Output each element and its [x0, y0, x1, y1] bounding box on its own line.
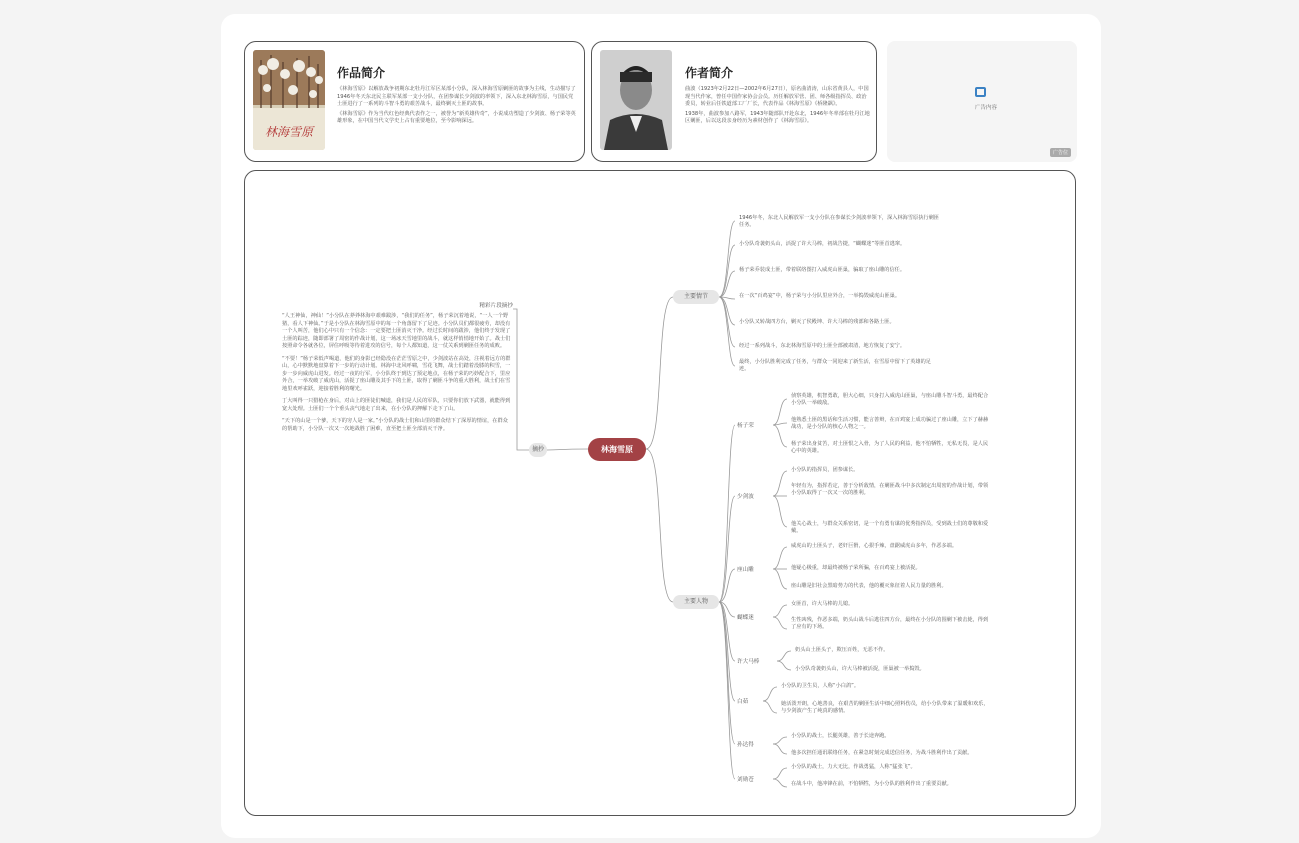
character-leaf: 小分队奇袭奶头山，许大马棒被活捉，匪巢被一举捣毁。 — [795, 666, 925, 672]
character-leaf: 奶头山土匪头子，欺压百姓，无恶不作。 — [795, 647, 889, 653]
excerpt-para: “不要！”杨子荣低声喝道，他们的身影已经隐没在茫茫雪原之中，少剑波站在高处，注视着远方的群山，心中默默地盘算着下一步的行动计划。林海中北风呼啸，雪花飞舞，战士们踏着没膝的积雪，一步一步向威虎山进发。经过一夜的行军，小分队终于到达了预定地点，在杨子荣的巧妙配合下，里应外合，一举攻破了威虎山，活捉了座山雕及其手下的土匪，取得了剿匪斗争的重大胜利，战士们在雪地里欢呼雀跃，迎接着胜利的曙光。 — [282, 355, 511, 392]
character-leaf: 威虎山的土匪头子，老奸巨猾，心狠手辣，盘踞威虎山多年，作恶多端。 — [791, 543, 958, 549]
branch-main-characters[interactable]: 主要人物 — [673, 595, 719, 609]
character-sun-dade[interactable]: 孙达得 — [737, 742, 754, 748]
ad-placeholder[interactable] — [887, 41, 1077, 162]
character-leaf: 在战斗中，他冲锋在前，不怕牺牲，为小分队的胜利作出了重要贡献。 — [791, 781, 952, 787]
character-leaf: 她活泼开朗，心地善良，在艰苦的剿匪生活中细心照料伤员，给小分队带来了温暖和欢乐，与少剑波产生了纯真的感情。 — [781, 701, 989, 715]
character-leaf: 生性凶残，作恶多端，奶头山战斗后逃往四方台，最终在小分队的围剿下被击毙，得到了应有的下场。 — [791, 617, 989, 631]
character-yang-zirong[interactable]: 杨子荣 — [737, 423, 754, 429]
character-leaf: 他多次担任通讯联络任务，在紧急时刻完成送信任务，为战斗胜利作出了贡献。 — [791, 750, 973, 756]
character-leaf: 座山雕是旧社会黑暗势力的代表，他的覆灭象征着人民力量的胜利。 — [791, 583, 947, 589]
excerpt-para: 丁大叫得一只猎枪在身后，对山上的匪徒们喊道，我们是人民的军队，只要你们放下武器，就能得到宽大处理。土匪们一个个垂头丧气地走了出来，在小分队的押解下走下了山。 — [282, 398, 511, 412]
author-intro-para: 曲波（1923年2月22日—2002年6月27日），原名曲清涛，山东省黄县人，中国现当代作家，曾任中国作家协会会员。历任解放军营、团、师各级指挥员、政治委员，转业后任铁道部工厂厂长，代表作品《林海雪原》《桥隆飙》。 — [685, 86, 869, 108]
author-intro-para: 1938年，曲波参加八路军，1943年随部队开赴东北，1946年冬率部在牡丹江地区剿匪，后以这段亲身经历为素材创作了《林海雪原》。 — [685, 110, 870, 125]
mind-map-root[interactable]: 林海雪原 — [588, 438, 646, 461]
book-cover-image — [253, 50, 325, 150]
excerpt-text-block — [282, 313, 512, 433]
plot-leaf: 小分队又转战四方台，剿灭了侯殿坤、许大马棒的残部和各路土匪。 — [739, 319, 895, 325]
plot-leaf: 最终，小分队胜利完成了任务，与群众一同迎来了新生活，在雪原中留下了英雄的足迹。 — [739, 359, 931, 373]
mind-map-card — [244, 170, 1076, 816]
plot-leaf: 小分队奇袭奶头山，活捉了许大马棒，初战告捷，“蝴蝶迷”等匪首逃窜。 — [739, 241, 906, 247]
excerpt-para: “人王神仙，神仙！”小分队在莽莽林海中艰难跋涉，“我们的任务”，杨子荣沉着地说，“一人一个野猪，看人下神仙。”于是小分队在林海雪原中的每一个角落留下了足迹。小分队员们都很疲劳，却没有一个人叫苦，他们心中只有一个信念：一定要把土匪消灭干净。经过长时间的跋涉，他们终于发现了土匪的踪迹，随即部署了周密的作战计划，这一场冰天雪地里的战斗，就这样悄悄地开始了。战士们按照命令各就各位，屏住呼吸等待着进攻的信号，每个人都知道，这一仗关系到剿匪任务的成败。 — [282, 313, 511, 349]
work-intro-body — [337, 86, 577, 128]
plot-leaf: 杨子荣乔装成土匪，带着联络图打入威虎山匪巢，骗取了座山雕的信任。 — [739, 267, 906, 273]
author-intro-body — [685, 86, 870, 128]
ad-icon — [975, 87, 986, 97]
ad-text: 广告内容 — [974, 105, 997, 111]
character-hudiemi[interactable]: 蝴蝶迷 — [737, 615, 754, 621]
character-liu-xuncang[interactable]: 刘勋苍 — [737, 777, 754, 783]
excerpt-para: “天下的山是一个爹，天下的穷人是一家。”小分队的战士们和山里的群众结下了深厚的情谊，在群众的帮助下，小分队一次又一次地战胜了困难，直至把土匪全部消灭干净。 — [282, 418, 508, 432]
character-leaf: 侦察英雄，机智勇敢，胆大心细，只身打入威虎山匪巢，与座山雕斗智斗勇，最终配合小分队一举破敌。 — [791, 393, 989, 407]
author-photo — [600, 50, 672, 150]
character-zuoshandiao[interactable]: 座山雕 — [737, 567, 754, 573]
character-leaf: 小分队的卫生员，人称“小白鸽”。 — [781, 683, 860, 689]
character-leaf: 小分队的指挥员，团参谋长。 — [791, 467, 859, 473]
author-intro-title: 作者简介 — [685, 66, 734, 80]
branch-main-plot[interactable]: 主要情节 — [673, 290, 719, 304]
character-leaf: 女匪首，许大马棒的儿媳。 — [791, 601, 854, 607]
plot-leaf: 经过一系列战斗，东北林海雪原中的土匪全部被肃清，地方恢复了安宁。 — [739, 343, 906, 349]
ad-badge: 广告位 — [1050, 148, 1071, 157]
author-intro-card — [591, 41, 877, 162]
character-xu-dabang[interactable]: 许大马棒 — [737, 659, 760, 665]
character-leaf: 他熟悉土匪的黑话和生活习惯，能言善辩，在百鸡宴上成功骗过了座山雕，立下了赫赫战功，是小分队的核心人物之一。 — [791, 417, 989, 431]
work-intro-title: 作品简介 — [337, 66, 386, 80]
character-leaf: 年轻有为，指挥若定，善于分析敌情，在剿匪战斗中多次制定出周密的作战计划，带领小分队取得了一次又一次的胜利。 — [791, 483, 989, 497]
character-bai-ru[interactable]: 白茹 — [737, 699, 749, 705]
cover-title: 林海雪原 — [265, 125, 314, 139]
character-leaf: 杨子荣出身贫苦，对土匪恨之入骨，为了人民的利益，他不怕牺牲，无私无畏，是人民心中的英雄。 — [791, 441, 989, 455]
character-leaf: 小分队的战士，长腿英雄，善于长途奔跑。 — [791, 733, 890, 739]
plot-leaf: 在一次“百鸡宴”中，杨子荣与小分队里应外合，一举捣毁威虎山匪巢。 — [739, 293, 901, 299]
work-intro-para: 《林海雪原》以解放战争初期东北牡丹江军区某部小分队，深入林海雪原剿匪的故事为主线，生动描写了1946年冬天东北民主联军某部一支小分队，在团参谋长少剑波的率领下，深入东北林海雪原，与国民党土匪进行了一系列的斗智斗勇的艰苦战斗，最终剿灭土匪的故事。 — [337, 86, 576, 108]
character-leaf: 他关心战士，与群众关系密切，是一个有勇有谋的优秀指挥员，受到战士们的尊敬和爱戴。 — [791, 521, 989, 535]
excerpt-heading: 精彩片段摘抄 — [479, 303, 513, 309]
work-intro-card — [244, 41, 585, 162]
character-leaf: 他疑心极重，却最终被杨子荣所骗，在百鸡宴上被活捉。 — [791, 565, 921, 571]
plot-leaf: 1946年冬，东北人民解放军一支小分队在参谋长少剑波率领下，深入林海雪原执行剿匪任务。 — [739, 215, 939, 229]
character-leaf: 小分队的战士，力大无比，作战勇猛，人称“猛张飞”。 — [791, 764, 916, 770]
character-shao-jianbo[interactable]: 少剑波 — [737, 494, 754, 500]
branch-excerpt[interactable]: 摘抄 — [529, 443, 547, 457]
work-intro-para: 《林海雪原》作为当代红色经典代表作之一，被誉为“新英雄传奇”，小说成功塑造了少剑波、杨子荣等英雄形象，在中国当代文学史上占有重要地位，至今影响深远。 — [337, 110, 576, 125]
